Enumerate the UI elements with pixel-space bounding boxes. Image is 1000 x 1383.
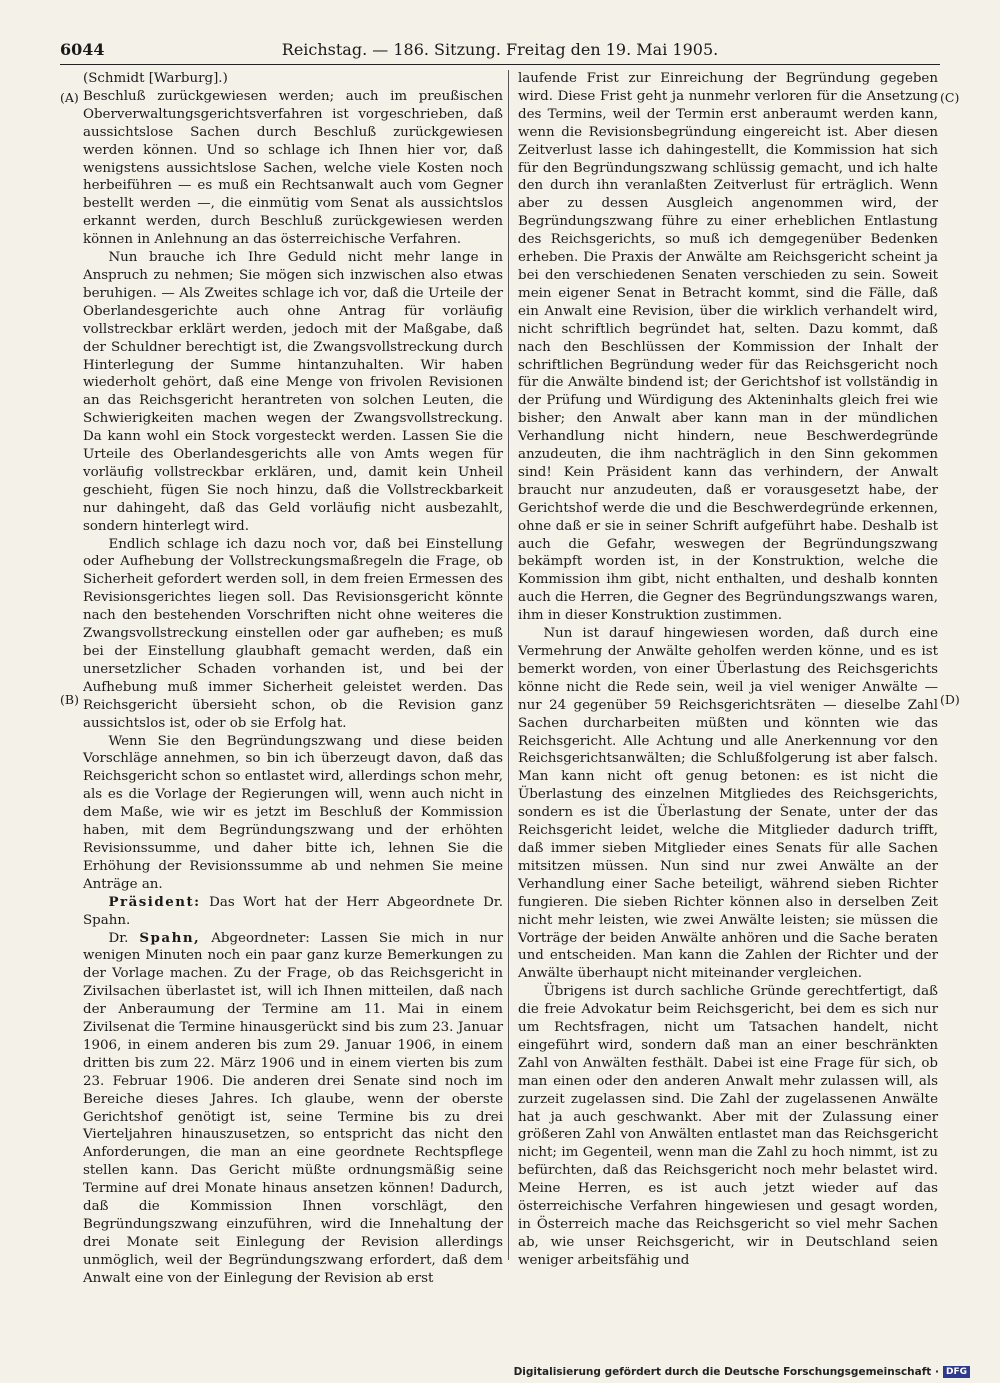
paragraph: Wenn Sie den Begründungszwang und diese beiden Vorschläge annehmen, so bin ich überzeugt davon, daß das Reichsgericht schon so entlastet wird, allerdings schon mehr, als es die Vorlage der Regierungen will, wenn auch nicht in dem Maße, wie wir es jetzt im Beschluß der Kommission haben, mit dem Begründungszwang und der erhöhten Revisionssumme, und daher bitte ich, lehnen Sie die Erhöhung der Revisionssumme ab und nehmen Sie meine Anträge an. bbox=[83, 733, 503, 892]
speaker-continuation: (Schmidt [Warburg].) bbox=[83, 71, 228, 86]
margin-marker-d: (D) bbox=[940, 692, 960, 707]
margin-marker-b: (B) bbox=[60, 692, 79, 707]
dfg-logo: DFG bbox=[943, 1366, 970, 1378]
footer-text: Digitalisierung gefördert durch die Deutsche Forschungsgemeinschaft · bbox=[513, 1366, 939, 1378]
page-title: Reichstag. — 186. Sitzung. Freitag den 19. Mai 1905. bbox=[281, 40, 719, 59]
margin-marker-c: (C) bbox=[940, 90, 960, 105]
paragraph: laufende Frist zur Einreichung der Begründung gegeben wird. Diese Frist geht ja nunmehr verloren für die Ansetzung des Termins, weil der Termin erst anberaumt werden kann, wenn die Revisionsbegründung eingereicht ist. Aber diesen Zeitverlust lasse ich dahingestellt, die Kommission hat sich für den Begründungszwang schlüssig gemacht, und ich halte den durch ihn veranlaßten Zeitverlust für erträglich. Wenn aber zu dessen Ausgleich angenommen wird, der Begründungszwang führe zu einer erheblichen Entlastung des Reichsgerichts, so muß ich demgegenüber Bedenken erheben. Die Praxis der Anwälte am Reichsgericht scheint ja bei den verschiedenen Senaten verschieden zu sein. Soweit mein eigener Senat in Betracht kommt, sind die Fälle, daß ein Anwalt eine Revision, über die wirklich verhandelt wird, nicht schriftlich begründet hat, selten. Dazu kommt, daß nach den Beschlüssen der Kommission der Inhalt der schriftlichen Begründung weder für das Reichsgericht noch für die Anwälte bindend ist; der Gerichtshof ist vollständig in der Prüfung und Würdigung des Akteninhalts gleich frei wie bisher; den Anwalt aber kann man in der mündlichen Verhandlung nicht hindern, neue Beschwerdegründe anzudeuten, die ihm nachträglich in den Sinn gekommen sind! Kein Präsident kann das verhindern, der Anwalt braucht nur anzudeuten, daß er vorausgesetzt habe, der Gerichtshof werde die und die Beschwerdegründe erkennen, ohne daß er sie in seiner Schrift aufgeführt habe. Deshalb ist auch die Gefahr, weswegen der Begründungszwang bekämpft worden ist, in der Konstruktion, welche die Kommission ihm gibt, nicht enthalten, und deshalb konnten auch die Herren, die Gegner des Begründungszwangs waren, ihm in dieser Konstruktion zustimmen. bbox=[518, 71, 938, 624]
page-footer bbox=[514, 1366, 970, 1378]
speaker-title: Dr. bbox=[108, 930, 129, 946]
column-separator bbox=[508, 70, 509, 1260]
paragraph: Endlich schlage ich dazu noch vor, daß bei Einstellung oder Aufhebung der Vollstreckungsmaßregeln die Frage, ob Sicherheit gefordert werden soll, in dem freien Ermessen des Revisionsgerichtes liegen soll. Das Revisionsgericht könnte nach den bestehenden Vorschriften nicht ohne weiteres die Zwangsvollstreckung einstellen oder gar aufheben; es muß bei der Einstellung glaubhaft gemacht werden, daß ein unersetzlicher Schaden vorhanden ist, und bei der Aufhebung muß immer Sicherheit geleistet werden. Das Reichsgericht übersieht schon, ob die Revision ganz aussichtslos ist, oder ob sie Erfolg hat. bbox=[83, 536, 503, 731]
statement-text: Das Wort hat der Herr Abgeordnete Dr. Spahn. bbox=[83, 894, 503, 928]
page-number: 6044 bbox=[60, 40, 105, 59]
right-column bbox=[518, 70, 938, 1270]
paragraph: Beschluß zurückgewiesen werden; auch im preußischen Oberverwaltungsgerichtsverfahren ist vorgeschrieben, daß aussichtslose Sachen durch Beschluß zurückgewiesen werden können. Und so schlage ich Ihnen hier vor, daß wenigstens aussichtslose Sachen, welche viele Kosten noch herbeiführen — es muß ein Rechtsanwalt auch vom Gegner bestellt werden —, die einmütig vom Senat als aussichtslos erkannt werden, durch Beschluß zurückgewiesen werden können in Anlehnung an das österreichische Verfahren. bbox=[83, 88, 503, 248]
paragraph: Übrigens ist durch sachliche Gründe gerechtfertigt, daß die freie Advokatur beim Reichsgericht, bei dem es sich nur um Rechtsfragen, nicht um Tatsachen handelt, nicht eingeführt wird, sondern daß man an einer beschränkten Zahl von Anwälten festhält. Dabei ist eine Frage für sich, ob man einen oder den anderen Anwalt mehr zulassen will, als zurzeit zugelassen sind. Die Zahl der zugelassenen Anwälte hat ja auch geschwankt. Aber mit der Zulassung einer größeren Zahl von Anwälten entlastet man das Reichsgericht nicht; im Gegenteil, wenn man die Zahl zu hoch nimmt, ist zu befürchten, daß das Reichsgericht noch mehr belastet wird. Meine Herren, es ist auch jetzt wieder auf das österreichische Verfahren hingewiesen und gesagt worden, in Österreich mache das Reichsgericht so viel mehr Sachen ab, wie unser Reichsgericht, wir in Deutschland seien weniger arbeitsfähig und bbox=[518, 984, 938, 1268]
left-column bbox=[83, 70, 503, 1288]
statement-text: Abgeordneter: Lassen Sie mich in nur wenigen Minuten noch ein paar ganz kurze Bemerkungen zu der Vorlage machen. Zu der Frage, ob das Reichsgericht in Zivilsachen überlastet ist, will ich Ihnen mitteilen, daß nach der Anberaumung der Termine am 11. Mai in einem Zivilsenat die Termine hinausgerückt sind bis zum 23. Januar 1906, in einem anderen bis zum 29. Januar 1906, in einem dritten bis zum 22. März 1906 und in einem vierten bis zum 23. Februar 1906. Die anderen drei Senate sind noch im Bereiche dieses Jahres. Ich glaube, wenn der oberste Gerichtshof genötigt ist, seine Termine bis zu drei Vierteljahren hinauszusetzen, so entspricht das nicht den Anforderungen, die man an eine geordnete Rechtspflege stellen kann. Das Gericht müßte ordnungsmäßig seine Termine auf drei Monate hinaus ansetzen können! Dadurch, daß die Kommission Ihnen vorschlägt, den Begründungszwang einzuführen, wird die Innehaltung der drei Monate seit Einlegung der Revision allerdings unmöglich, weil der Begründungszwang erfordert, daß dem Anwalt eine von der Einlegung der Revision ab erst bbox=[83, 930, 503, 1286]
speaker-name: Präsident: bbox=[108, 893, 201, 910]
paragraph: Nun brauche ich Ihre Geduld nicht mehr lange in Anspruch zu nehmen; Sie mögen sich inzwischen also etwas beruhigen. — Als Zweites schlage ich vor, daß die Urteile der Oberlandesgerichte auch ohne Antrag für vorläufig vollstreckbar erklärt werden, jedoch mit der Maßgabe, daß der Schuldner berechtigt ist, die Zwangsvollstreckung durch Hinterlegung der Summe hintanzuhalten. Wir haben wiederholt gehört, daß eine Menge von frivolen Revisionen an das Reichsgericht herantreten von solchen Leuten, die Schwierigkeiten machen wegen der Zwangsvollstreckung. Da kann wohl ein Stock vorgesteckt werden. Lassen Sie die Urteile des Oberlandesgerichts alle von Amts wegen für vorläufig vollstreckbar erklären, und, damit kein Unheil geschieht, fügen Sie noch hinzu, daß die Vollstreckbarkeit nur dahingeht, daß das Geld vorläufig nicht ausbezahlt, sondern hinterlegt wird. bbox=[83, 250, 503, 534]
president-statement bbox=[83, 894, 503, 930]
speaker-name: Spahn, bbox=[139, 929, 201, 946]
margin-marker-a: (A) bbox=[60, 90, 79, 105]
spahn-statement bbox=[83, 930, 503, 1288]
page-header bbox=[60, 38, 940, 65]
paragraph: Nun ist darauf hingewiesen worden, daß durch eine Vermehrung der Anwälte geholfen werden könne, und es ist bemerkt worden, von einer Überlastung des Reichsgerichts könne nicht die Rede sein, weil ja viel weniger Anwälte — nur 24 gegenüber 59 Reichsgerichtsräten — dieselbe Zahl Sachen durcharbeiten müßten und könnten wie das Reichsgericht. Alle Achtung und alle Anerkennung vor den Reichsgerichtsanwälten; die Schlußfolgerung ist aber falsch. Man kann nicht oft genug betonen: es ist nicht die Überlastung des einzelnen Mitgliedes des Reichsgerichts, sondern es ist die Überlastung der Senate, unter der das Reichsgericht leidet, welche die Mitglieder dadurch trifft, daß immer sieben Mitglieder eines Senats für alle Sachen mitsitzen müssen. Nun sind nur zwei Anwälte an der Verhandlung einer Sache beteiligt, während sieben Richter fungieren. Die sieben Richter können also in derselben Zeit nicht mehr leisten, wie zwei Anwälte leisten; sie müssen die Vorträge der beiden Anwälte anhören und die Sache beraten und entscheiden. Man kann die Zahlen der Richter und der Anwälte überhaupt nicht miteinander vergleichen. bbox=[518, 626, 938, 982]
